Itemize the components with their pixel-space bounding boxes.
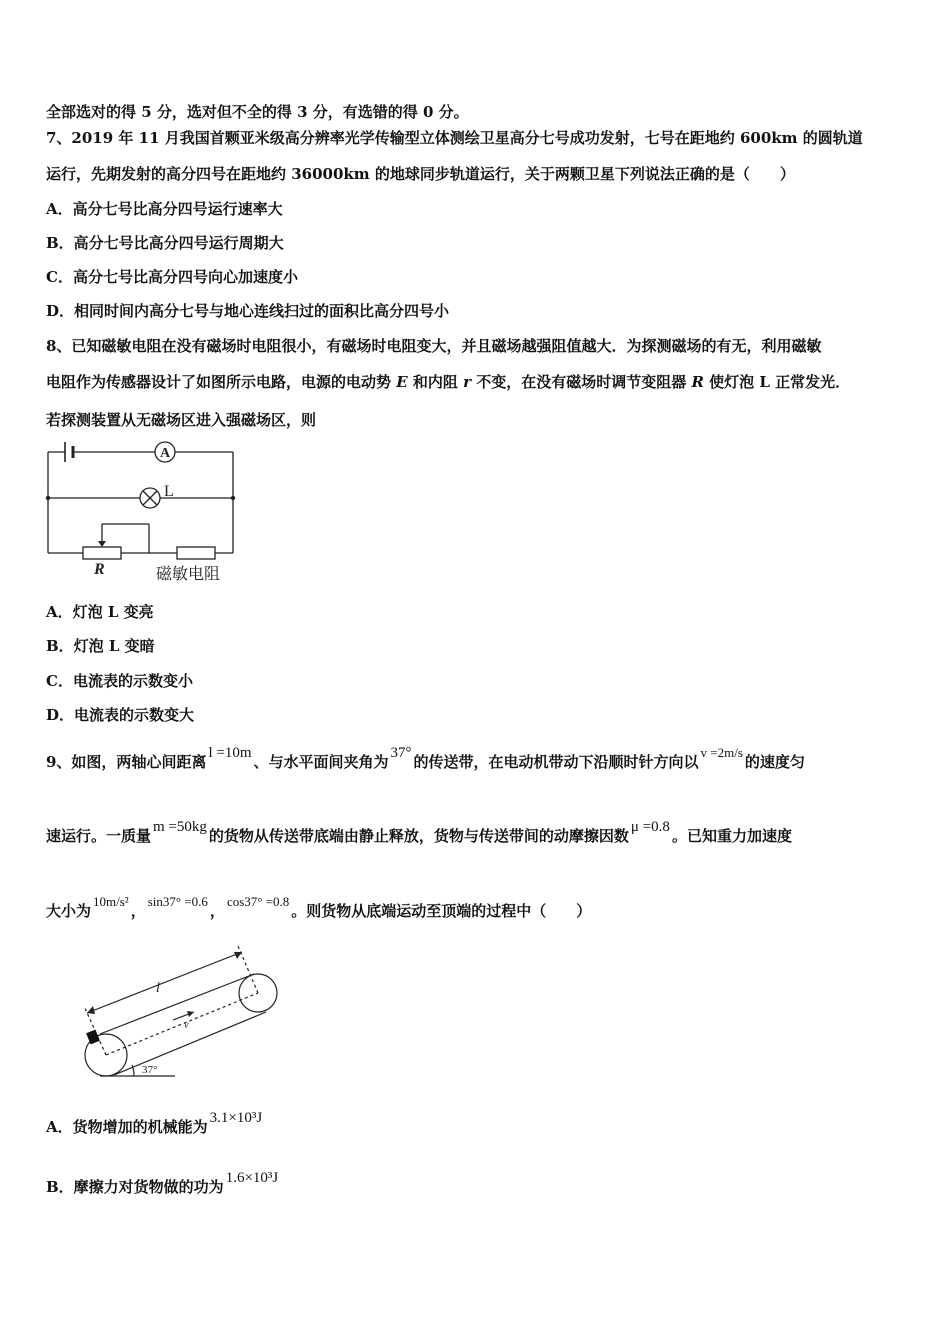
q7-stem-line1: 7、2019 年 11 月我国首颗亚米级高分辨率光学传输型立体测绘卫星高分七号成功发射，七号在距地约 600km 的圆轨道 [46,129,863,147]
q7-option-a[interactable]: A．高分七号比高分四号运行速率大 [46,200,283,218]
sensor-label: 磁敏电阻 [156,566,221,583]
q9-stem-line1: 9、如图，两轴心间距离 l =10m 、与水平面间夹角为 37° 的传送带，在电动机带动下沿顺时针方向以v =2m/s的速度匀 [46,745,805,771]
q8-option-d[interactable]: D．电流表的示数变大 [46,706,195,724]
q8-stem-line2: 电阻作为传感器设计了如图所示电路，电源的电动势 E 和内阻 r 不变，在没有磁场时调节变阻器 R 使灯泡 L 正常发光． [46,373,851,391]
q7-option-c[interactable]: C．高分七号比高分四号向心加速度小 [46,268,298,286]
velocity-label: v [184,1020,189,1031]
circuit-diagram [40,440,290,590]
conveyor-belt-diagram [70,940,300,1090]
rheostat-label: R [94,561,105,578]
ammeter-label: A [159,446,171,461]
q7-option-d[interactable]: D．相同时间内高分七号与地心连线扫过的面积比高分四号小 [46,302,450,320]
lamp-label: L [164,483,174,500]
q8-option-c[interactable]: C．电流表的示数变小 [46,672,193,690]
q8-stem-line3: 若探测装置从无磁场区进入强磁场区，则 [46,411,317,429]
q9-stem-line3: 大小为10m/s²，sin37° =0.6，cos37° =0.8。则货物从底端运动至顶端的过程中（ ） [46,894,592,920]
q8-stem-line1: 8、已知磁敏电阻在没有磁场时电阻很小，有磁场时电阻变大，并且磁场越强阻值越大．为探测磁场的有无，利用磁敏 [46,337,822,355]
length-label: l [156,981,160,996]
instruction-text: 全部选对的得 5 分，选对但不全的得 3 分，有选错的得 0 分。 [46,103,469,121]
q9-option-a[interactable]: A．货物增加的机械能为 3.1×10³J [46,1110,263,1136]
q9-stem-line2: 速运行。一质量 m =50kg 的货物从传送带底端由静止释放，货物与传送带间的动摩擦因数 μ =0.8 。已知重力加速度 [46,819,792,845]
angle-label: 37° [142,1064,158,1076]
q8-option-b[interactable]: B．灯泡 L 变暗 [46,637,155,655]
q7-stem-line2: 运行，先期发射的高分四号在距地约 36000km 的地球同步轨道运行，关于两颗卫星下列说法正确的是（ ） [46,165,795,183]
q9-option-b[interactable]: B．摩擦力对货物做的功为 1.6×10³J [46,1170,279,1196]
q8-option-a[interactable]: A．灯泡 L 变亮 [46,603,154,621]
q7-option-b[interactable]: B．高分七号比高分四号运行周期大 [46,234,284,252]
